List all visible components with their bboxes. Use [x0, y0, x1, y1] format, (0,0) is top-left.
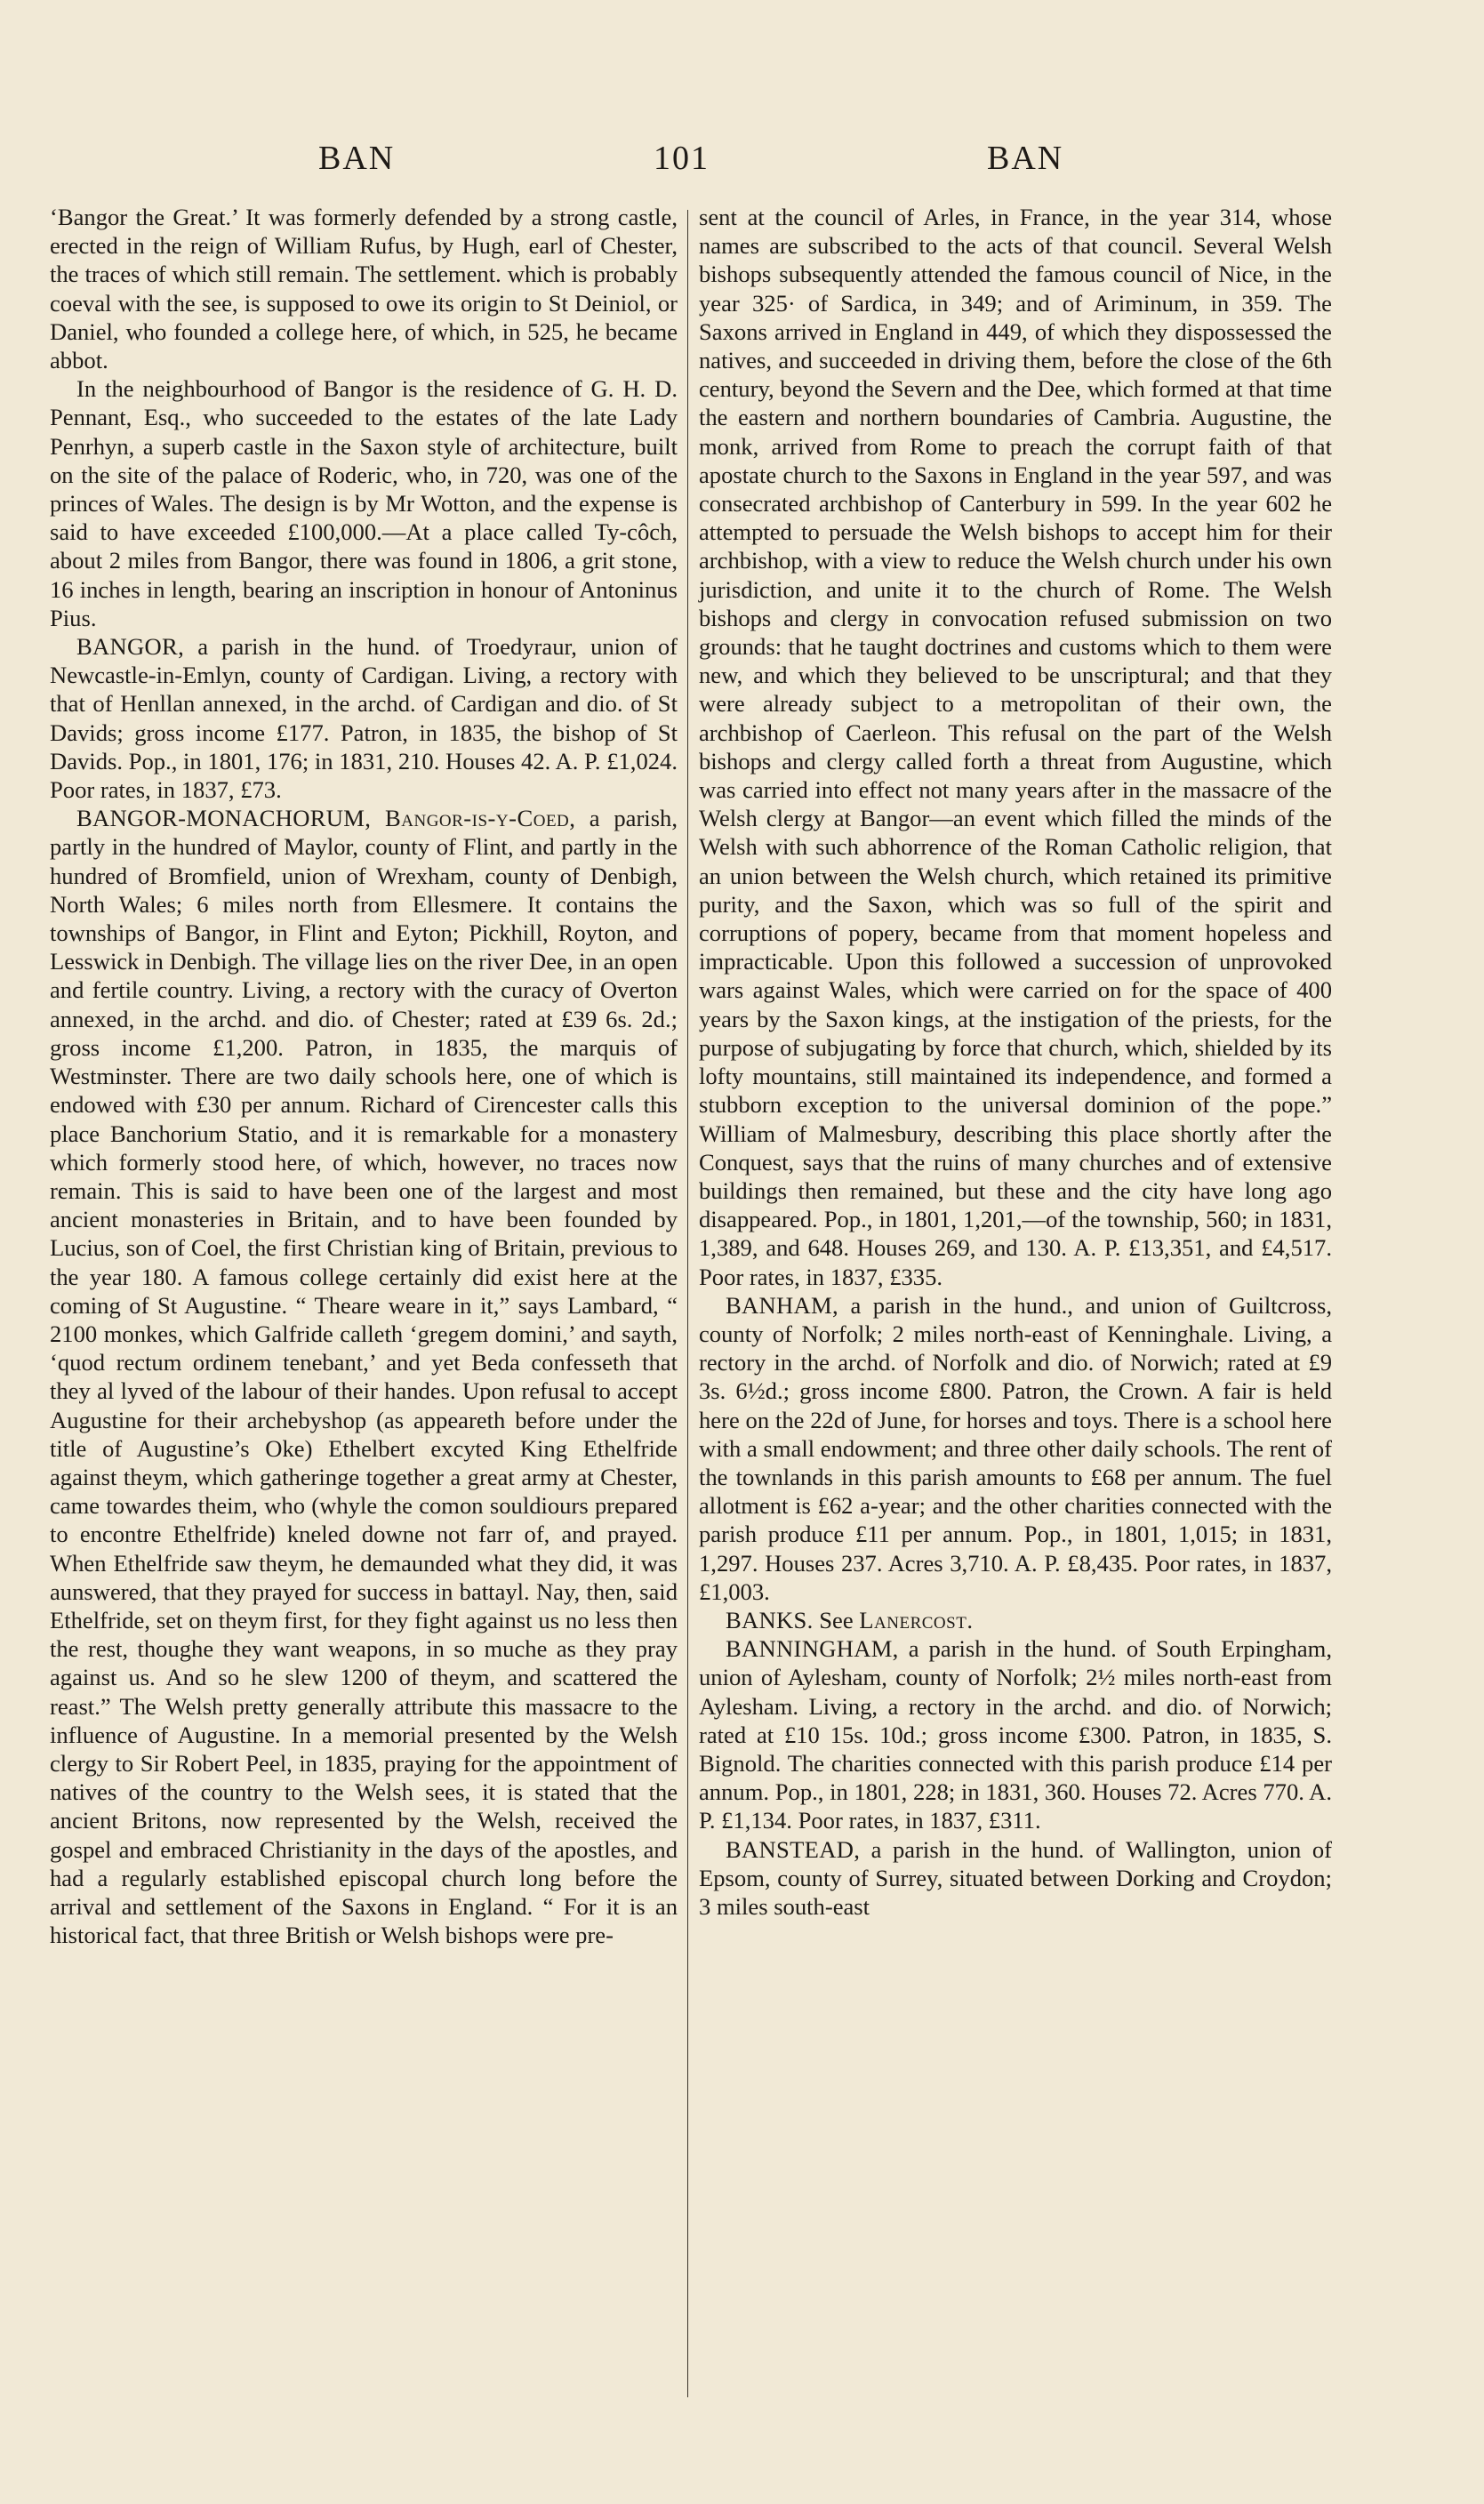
paragraph-text: sent at the council of Arles, in France, in the year 314, whose names are subscribed to the acts of that council. Several Welsh bishops subsequently attended the famous council of Nice, in the year 325· of Sardica, in 349; and of Ariminum, in 359. The Saxons arrived in England in 449, of which they dispossessed the natives, and succeeded in driving them, before the close of the 6th century, beyond the Severn and the Dee, which formed at that time the eastern and northern boundaries of Cambria. Augustine, the monk, arrived from Rome to preach the corrupt faith of that apostate church to the Saxons in England in the year 597, and was consecrated archbishop of Canterbury in 599. In the year 602 he attempted to persuade the Welsh bishops to accept him for their archbishop, with a view to reduce the Welsh church under his own jurisdiction, and unite it to the church of Rome. The Welsh bishops and clergy in convocation refused submission on two grounds: that he taught doctrines and customs which to them were new, and which they believed to be unscriptural; and that they were already subject to a metropolitan of their own, the archbishop of Caerleon. This refusal on the part of the Welsh bishops and clergy called forth a threat from Augustine, which was carried into effect not many years after in the massacre of the Welsh clergy at Bangor—an event which filled the minds of the Welsh with such abhorrence of the Roman Catholic religion, that an union between the Welsh church, which retained its primitive purity, and the Saxon, which was so full of the spirit and corruptions of popery, became from that moment hopeless and impracticable. Upon this followed a succession of unprovoked wars against Wales, which were carried on for the space of 400 years by the Saxon kings, at the instigation of the priests, for the purpose of subjugating by force that church, which, shielded by its lofty mountains, still maintained its independence, and formed a stubborn exception to the universal dominion of the pope.” William of Malmesbury, describing this place shortly after the Conquest, says that the ruins of many churches and of extensive buildings then remained, but these and the city have long ago disappeared. Pop., in 1801, 1,201,—of the township, 560; in 1831, 1,389, and 648. Houses 269, and 130. A. P. £13,351, and £4,517. Poor rates, in 1837, £335. — [699, 204, 1332, 1290]
paragraph-text: In the neighbourhood of Bangor is the residence of G. H. D. Pennant, Esq., who succeeded to the estates of the late Lady Penrhyn, a superb castle in the Saxon style of architecture, built on the site of the palace of Roderic, who, in 720, was one of the princes of Wales. The design is by Mr Wotton, and the expense is said to have exceeded £100,000.—At a place called Ty-côch, about 2 miles from Bangor, there was found in 1806, a grit stone, 16 inches in length, bearing an inscription in honour of Antoninus Pius. — [50, 375, 678, 631]
entry-text: a parish in the hund., and union of Guiltcross, county of Norfolk; 2 miles north-east of Kenninghale. Living, a rectory in the archd. of Norfolk and dio. of Norwich; rated at £9 3s. 6½d.; gross income £800. Patron, the Crown. A fair is held here on the 22d of June, for horses and toys. There is a school here with a small endowment; and three other daily schools. The rent of the townlands in this parish amounts to £68 per annum. The fuel allotment is £62 a-year; and the other charities connected with the parish produce £11 per annum. Pop., in 1801, 1,015; in 1831, 1,297. Houses 237. Acres 3,710. A. P. £8,435. Poor rates, in 1837, £1,003. — [699, 1291, 1332, 1605]
gazetteer-entry — [699, 1634, 1332, 1834]
entry-headword: BANGOR, — [76, 633, 185, 661]
entry-text: a parish in the hund. of Troedyraur, union of Newcastle-in-Emlyn, county of Cardigan. Living, a rectory with that of Henllan annexed, in the archd. of Cardigan and dio. of St Davids; gross income £177. Patron, in 1835, the bishop of St Davids. Pop., in 1801, 176; in 1831, 210. Houses 42. A. P. £1,024. Poor rates, in 1837, £73. — [50, 633, 678, 804]
entry-headword: BANKS. — [726, 1606, 814, 1633]
column-rule — [687, 210, 688, 2397]
entry-headword: BANHAM, — [726, 1291, 838, 1319]
header-left-catchword: BAN — [318, 140, 396, 177]
entry-alt-name: Bangor-is-y-Coed — [385, 805, 570, 832]
header-right-catchword: BAN — [987, 140, 1064, 177]
gazetteer-entry — [50, 804, 678, 1949]
gazetteer-entry — [699, 1291, 1332, 1606]
entry-text: See — [813, 1606, 860, 1633]
entry-text: , a parish, partly in the hundred of Maylor, county of Flint, and partly in the hundred of Bromfield, union of Wrexham, county of Denbigh, North Wales; 6 miles north from Ellesmere. It contains the townships of Bangor, in Flint and Eyton; Pickhill, Royton, and Lesswick in Denbigh. The village lies on the river Dee, in an open and fertile country. Living, a rectory with the curacy of Overton annexed, in the archd. and dio. of Chester; rated at £39 6s. 2d.; gross income £1,200. Patron, in 1835, the marquis of Westminster. There are two daily schools here, one of which is endowed with £30 per annum. Richard of Cirencester calls this place Banchorium Statio, and it is remarkable for a monastery which formerly stood here, of which, however, no traces now remain. This is said to have been one of the largest and most ancient monasteries in Britain, and to have been founded by Lucius, son of Coel, the first Christian king of Britain, previous to the year 180. A famous college certainly did exist here at the coming of St Augustine. “ Theare weare in it,” says Lambard, “ 2100 monkes, which Galfride calleth ‘gregem domini,’ and sayth, ‘quod rectum ordinem tenebant,’ and yet Beda confesseth that they al lyved of the labour of their handes. Upon refusal to accept Augustine for their archebyshop (as appeareth before under the title of Augustine’s Oke) Ethelbert excyted King Ethelfride against theym, which gatheringe together a great army at Chester, came towardes theim, who (whyle the comon souldiours prepared to encontre Ethelfride) kneled downe not farr of, and prayed. When Ethelfride saw theym, he demaunded what they did, it was aunswered, that they prayed for success in battayl. Nay, then, said Ethelfride, set on theym first, for they fight against us no less then the rest, thoughe they want weapons, in so muche as they pray against us. And so he slew 1200 of theym, and scattered the reast.” The Welsh pretty generally attribute this massacre to the influence of Augustine. In a memorial presented by the Welsh clergy to Sir Robert Peel, in 1835, praying for the appointment of natives of the country to the Welsh sees, it is stated that the ancient Britons, now represented by the Welsh, received the gospel and embraced Christianity in the days of the apostles, and had a regularly established episcopal church long before the arrival and settlement of the Saxons in England. “ For it is an historical fact, that three British or Welsh bishops were pre- — [50, 805, 678, 1949]
paragraph-text: ‘Bangor the Great.’ It was formerly defended by a strong castle, erected in the reign of William Rufus, by Hugh, earl of Chester, the traces of which still remain. The settlement. which is probably coeval with the see, is supposed to owe its origin to St Deiniol, or Daniel, who founded a college here, of which, in 525, he became abbot. — [50, 204, 678, 374]
running-header — [0, 133, 1484, 187]
entry-headword: BANGOR-MONACHORUM, — [76, 805, 372, 832]
paragraph — [50, 374, 678, 632]
entry-text: a parish in the hund. of Wallington, union of Epsom, county of Surrey, situated between Dorking and Croydon; 3 miles south-east — [699, 1835, 1332, 1920]
paragraph — [699, 203, 1332, 1291]
gazetteer-entry — [50, 632, 678, 804]
right-column — [699, 203, 1332, 1921]
entry-headword: BANSTEAD, — [726, 1835, 861, 1863]
gazetteer-entry — [699, 1835, 1332, 1922]
cross-reference: Lanercost. — [859, 1606, 974, 1633]
paragraph — [50, 203, 678, 374]
entry-text: a parish in the hund. of South Erpingham, union of Aylesham, county of Norfolk; 2½ miles north-east from Aylesham. Living, a rectory in the archd. and dio. of Norwich; rated at £10 15s. 10d.; gross income £300. Patron, in 1835, S. Bignold. The charities connected with this parish produce £14 per annum. Pop., in 1801, 228; in 1831, 360. Houses 72. Acres 770. A. P. £1,134. Poor rates, in 1837, £311. — [699, 1635, 1332, 1834]
entry-headword: BANNINGHAM, — [726, 1635, 899, 1663]
page-number: 101 — [654, 140, 710, 177]
left-column — [50, 203, 678, 1949]
gazetteer-entry — [699, 1606, 1332, 1634]
